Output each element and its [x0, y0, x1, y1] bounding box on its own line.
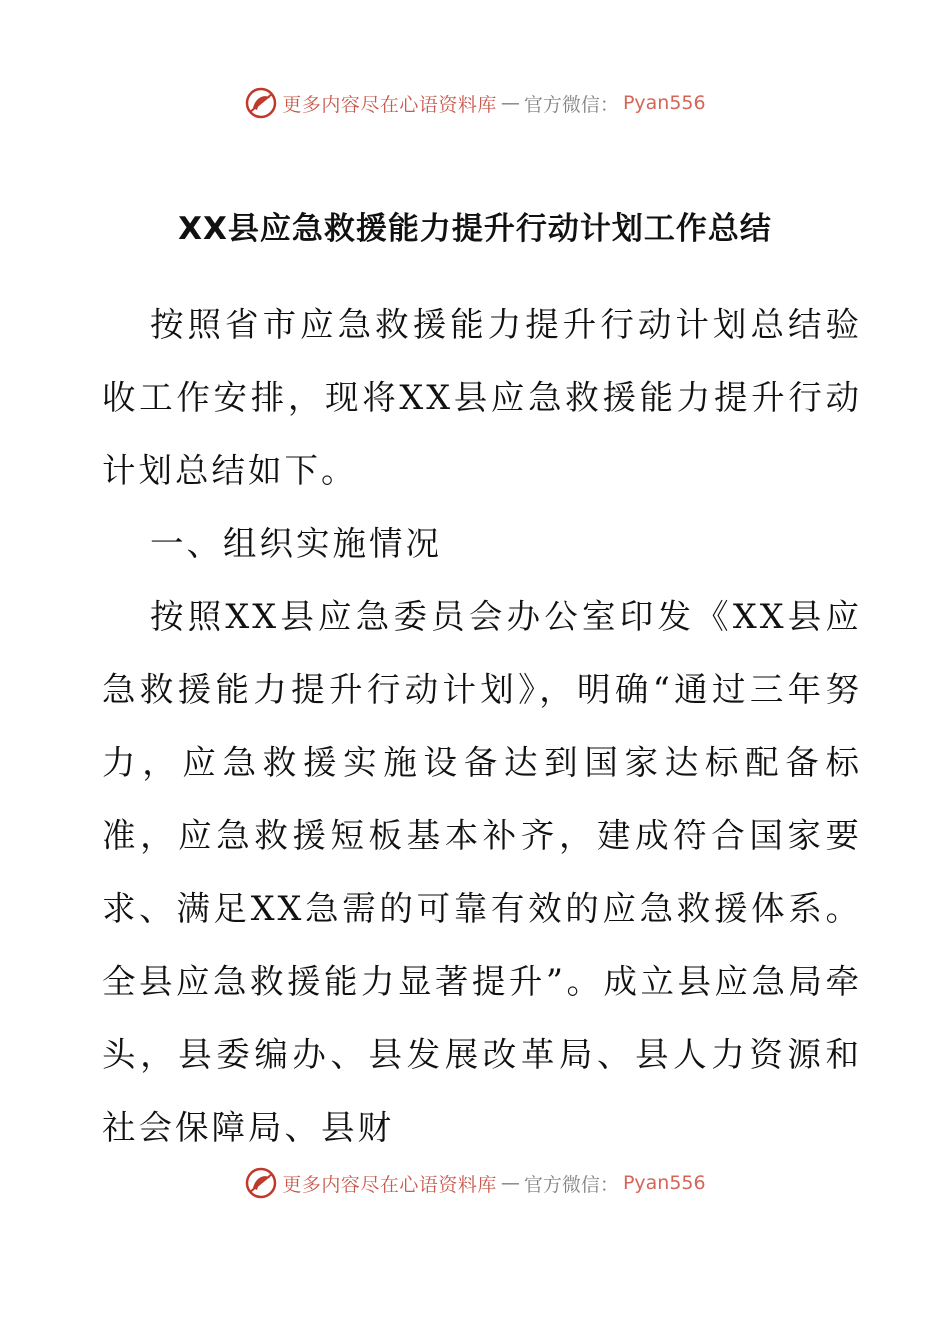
- section-heading: 一、组织实施情况: [150, 524, 442, 563]
- brand-logo-icon: [244, 1166, 278, 1200]
- document-title: XX县应急救援能力提升行动计划工作总结: [178, 211, 772, 247]
- brand-logo-icon: [244, 86, 278, 120]
- watermark-wechat-id: Pyan556: [622, 92, 706, 114]
- watermark-site-text: 更多内容尽在心语资料库: [282, 1173, 497, 1196]
- footer-watermark: [0, 1163, 950, 1203]
- watermark-separator: —: [500, 92, 520, 114]
- document-body: [102, 288, 862, 1164]
- watermark-separator: —: [500, 1172, 520, 1194]
- watermark-site-text: 更多内容尽在心语资料库: [282, 93, 497, 116]
- body-paragraph: 按照XX县应急委员会办公室印发《XX县应急救援能力提升行动计划》，明确“通过三年努力，应急救援实施设备达到国家达标配备标准，应急救援短板基本补齐，建成符合国家要求、满足XX急需的可靠有效的应急救援体系。全县应急救援能力显著提升”。成立县应急局牵头，县委编办、县发展改革局、县人力资源和社会保障局、县财: [102, 597, 862, 1147]
- watermark-wechat-id: Pyan556: [622, 1172, 706, 1194]
- watermark-wechat-label: 官方微信：: [523, 1173, 619, 1196]
- intro-paragraph: 按照省市应急救援能力提升行动计划总结验收工作安排，现将XX县应急救援能力提升行动计划总结如下。: [102, 305, 862, 490]
- watermark-wechat-label: 官方微信：: [523, 93, 619, 116]
- header-watermark: [0, 83, 950, 123]
